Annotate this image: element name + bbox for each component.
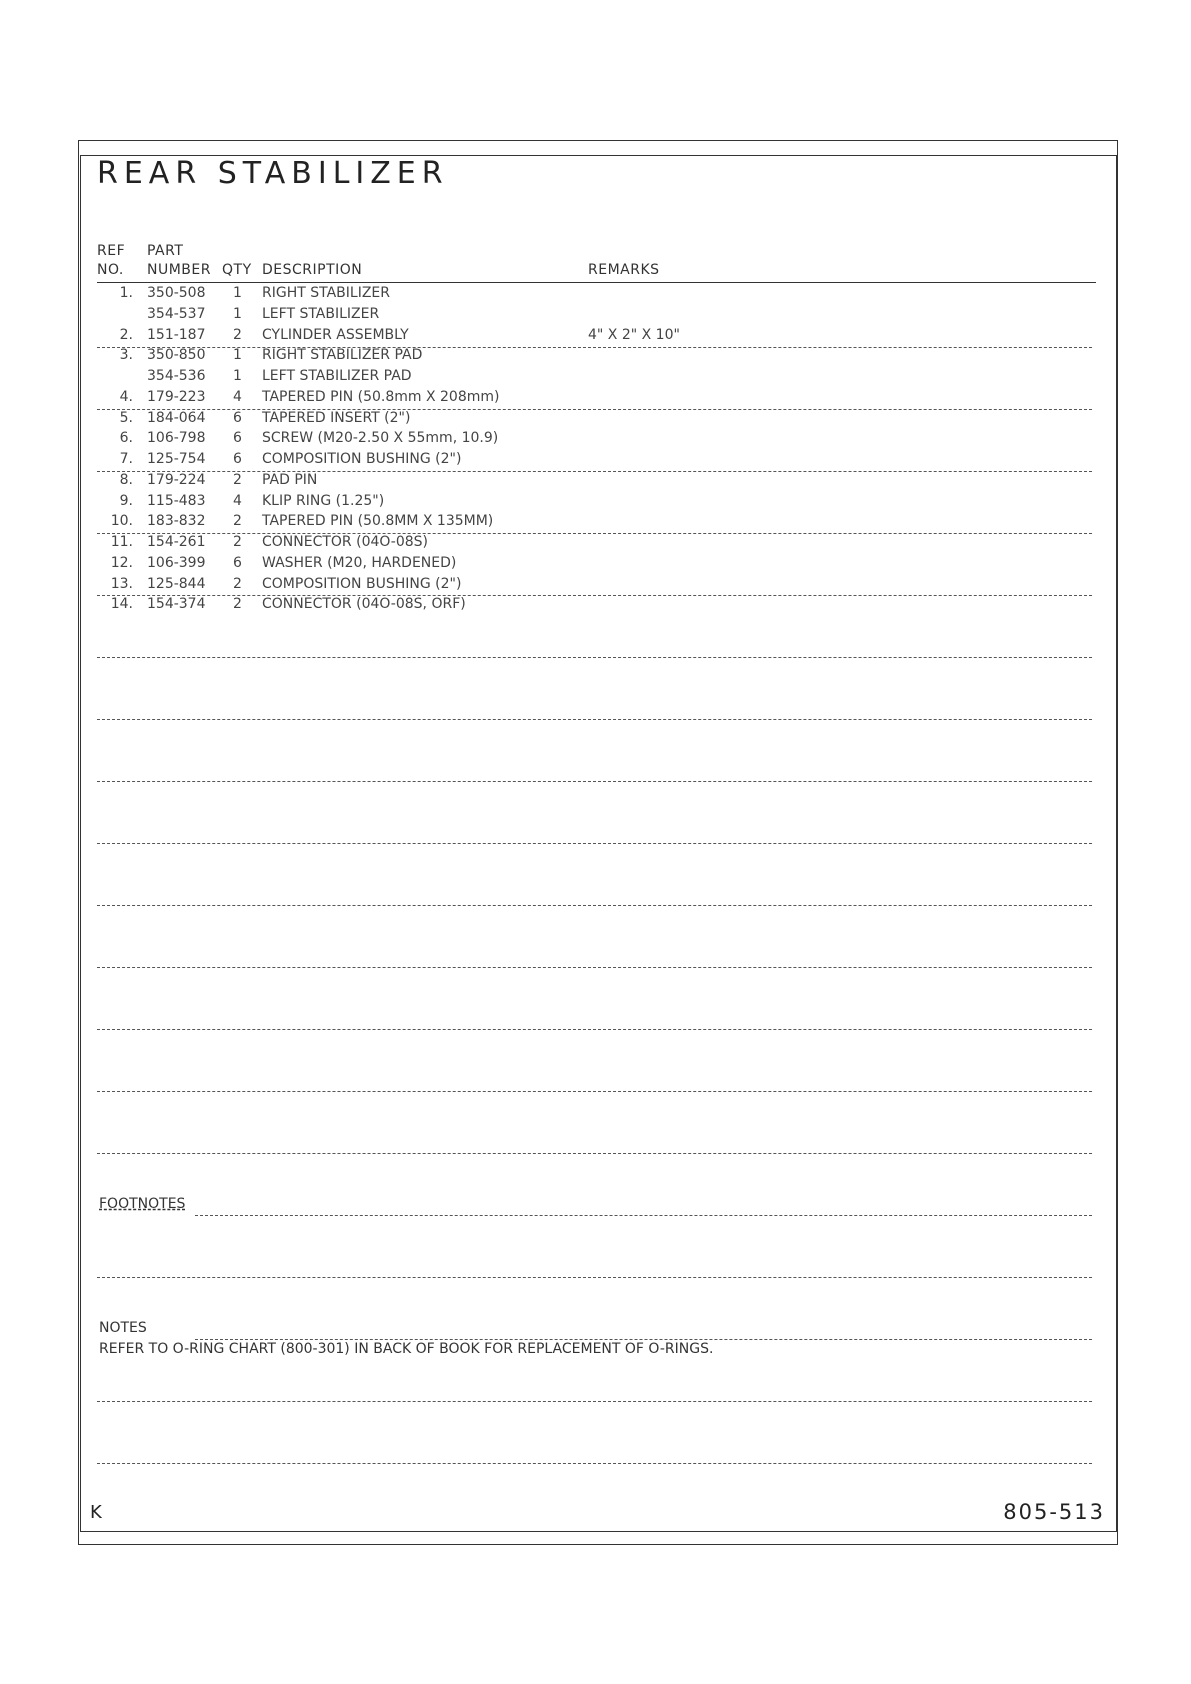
parts-row bbox=[0, 327, 1191, 347]
quantity: 2 bbox=[233, 326, 242, 343]
parts-row bbox=[0, 472, 1191, 492]
ref-number: 14. bbox=[110, 596, 133, 613]
quantity: 1 bbox=[233, 285, 242, 301]
quantity: 1 bbox=[233, 347, 242, 364]
description: LEFT STABILIZER bbox=[262, 305, 380, 322]
ruling-line bbox=[97, 1463, 1092, 1464]
header-description: DESCRIPTION bbox=[262, 262, 363, 278]
description: RIGHT STABILIZER PAD bbox=[262, 347, 423, 364]
description: TAPERED INSERT (2") bbox=[262, 409, 411, 426]
part-number: 154-374 bbox=[147, 596, 206, 613]
quantity: 2 bbox=[233, 575, 242, 592]
header-ref-line1: REF bbox=[97, 243, 126, 259]
parts-row bbox=[0, 576, 1191, 596]
header-part-line2: NUMBER bbox=[147, 262, 211, 278]
ruling-line bbox=[97, 905, 1092, 906]
part-number: 106-798 bbox=[147, 430, 206, 447]
parts-row bbox=[0, 368, 1191, 388]
ruling-line bbox=[97, 843, 1092, 844]
ruling-line bbox=[97, 471, 1092, 472]
description: WASHER (M20, HARDENED) bbox=[262, 554, 457, 571]
ruling-line bbox=[97, 409, 1092, 410]
description: TAPERED PIN (50.8mm X 208mm) bbox=[262, 388, 500, 405]
ref-number: 2. bbox=[119, 326, 133, 343]
notes-label: NOTES bbox=[99, 1320, 147, 1336]
ruling-line bbox=[97, 719, 1092, 720]
ref-number: 12. bbox=[110, 554, 133, 571]
ruling-line bbox=[97, 1401, 1092, 1402]
part-number: 354-537 bbox=[147, 305, 206, 322]
quantity: 4 bbox=[233, 492, 242, 509]
quantity: 6 bbox=[233, 451, 242, 467]
quantity: 2 bbox=[233, 534, 242, 550]
description: CONNECTOR (04O-08S, ORF) bbox=[262, 596, 466, 613]
parts-row bbox=[0, 493, 1191, 513]
quantity: 2 bbox=[233, 471, 242, 488]
description: KLIP RING (1.25") bbox=[262, 492, 385, 509]
part-number: 151-187 bbox=[147, 326, 206, 343]
quantity: 4 bbox=[233, 388, 242, 405]
notes-text: REFER TO O-RING CHART (800-301) IN BACK OF BOOK FOR REPLACEMENT OF O-RINGS. bbox=[99, 1341, 714, 1357]
ruling-line bbox=[195, 1339, 1092, 1340]
part-number: 106-399 bbox=[147, 554, 206, 571]
part-number: 125-754 bbox=[147, 451, 206, 467]
part-number: 184-064 bbox=[147, 409, 206, 426]
ruling-line bbox=[97, 967, 1092, 968]
parts-row bbox=[0, 285, 1191, 305]
page-title: REAR STABILIZER bbox=[97, 156, 449, 191]
parts-row bbox=[0, 410, 1191, 430]
ruling-line bbox=[97, 781, 1092, 782]
ref-number: 1. bbox=[119, 285, 133, 301]
ruling-line bbox=[195, 1215, 1092, 1216]
quantity: 1 bbox=[233, 368, 242, 384]
parts-row bbox=[0, 451, 1191, 471]
ref-number: 13. bbox=[110, 575, 133, 592]
footnotes-label: FOOTNOTES bbox=[99, 1196, 186, 1212]
part-number: 350-850 bbox=[147, 347, 206, 364]
description: CYLINDER ASSEMBLY bbox=[262, 326, 409, 343]
ruling-line bbox=[97, 347, 1092, 348]
quantity: 6 bbox=[233, 430, 242, 447]
parts-row bbox=[0, 534, 1191, 554]
revision-letter: K bbox=[90, 1502, 102, 1523]
header-qty: QTY bbox=[222, 262, 252, 278]
description: PAD PIN bbox=[262, 471, 318, 488]
part-number: 179-224 bbox=[147, 471, 206, 488]
quantity: 6 bbox=[233, 409, 242, 426]
header-remarks: REMARKS bbox=[588, 262, 660, 278]
part-number: 350-508 bbox=[147, 285, 206, 301]
ref-number: 7. bbox=[119, 451, 133, 467]
description: CONNECTOR (04O-08S) bbox=[262, 534, 429, 550]
description: TAPERED PIN (50.8MM X 135MM) bbox=[262, 513, 494, 530]
page-id: 805-513 bbox=[1003, 1500, 1105, 1524]
ruling-line bbox=[97, 533, 1092, 534]
part-number: 115-483 bbox=[147, 492, 206, 509]
ref-number: 8. bbox=[119, 471, 133, 488]
ruling-line bbox=[97, 1153, 1092, 1154]
ref-number: 3. bbox=[119, 347, 133, 364]
ruling-line bbox=[97, 595, 1092, 596]
parts-row bbox=[0, 596, 1191, 616]
part-number: 354-536 bbox=[147, 368, 206, 384]
quantity: 6 bbox=[233, 554, 242, 571]
parts-row bbox=[0, 555, 1191, 575]
ref-number: 6. bbox=[119, 430, 133, 447]
quantity: 2 bbox=[233, 513, 242, 530]
header-part-line1: PART bbox=[147, 243, 184, 259]
parts-row bbox=[0, 513, 1191, 533]
ruling-line bbox=[97, 1029, 1092, 1030]
ruling-line bbox=[97, 1091, 1092, 1092]
description: COMPOSITION BUSHING (2") bbox=[262, 575, 462, 592]
parts-row bbox=[0, 389, 1191, 409]
parts-row bbox=[0, 430, 1191, 450]
part-number: 154-261 bbox=[147, 534, 206, 550]
parts-row bbox=[0, 306, 1191, 326]
description: LEFT STABILIZER PAD bbox=[262, 368, 412, 384]
parts-row bbox=[0, 347, 1191, 367]
header-ref-line2: NO. bbox=[97, 262, 124, 278]
ruling-line bbox=[97, 1277, 1092, 1278]
remarks: 4" X 2" X 10" bbox=[588, 326, 680, 343]
part-number: 183-832 bbox=[147, 513, 206, 530]
description: SCREW (M20-2.50 X 55mm, 10.9) bbox=[262, 430, 499, 447]
ref-number: 5. bbox=[119, 409, 133, 426]
header-rule bbox=[97, 282, 1096, 283]
ref-number: 11. bbox=[110, 534, 133, 550]
part-number: 125-844 bbox=[147, 575, 206, 592]
description: COMPOSITION BUSHING (2") bbox=[262, 451, 462, 467]
quantity: 1 bbox=[233, 305, 242, 322]
part-number: 179-223 bbox=[147, 388, 206, 405]
ruling-line bbox=[97, 657, 1092, 658]
description: RIGHT STABILIZER bbox=[262, 285, 390, 301]
ref-number: 4. bbox=[119, 388, 133, 405]
quantity: 2 bbox=[233, 596, 242, 613]
ref-number: 9. bbox=[119, 492, 133, 509]
ref-number: 10. bbox=[110, 513, 133, 530]
